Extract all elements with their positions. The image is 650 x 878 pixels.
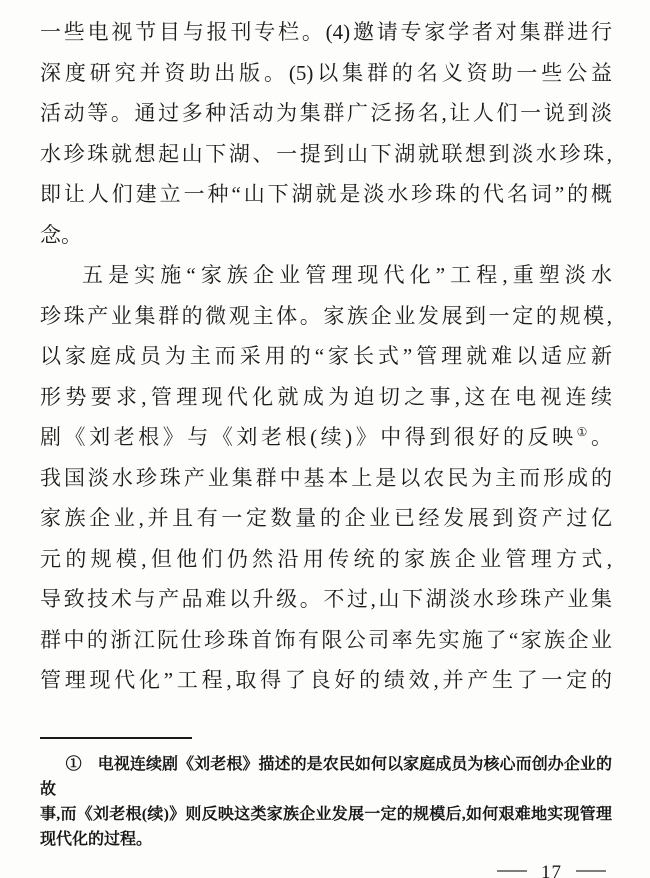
body-line-paragraph-start: 五是实施“家族企业管理现代化”工程,重塑淡水 <box>82 263 612 287</box>
body-line: 深度研究并资助出版。(5)以集群的名义资助一些公益 <box>40 60 612 85</box>
body-line: 形势要求,管理现代化就成为迫切之事,这在电视连续 <box>40 384 612 409</box>
body-line: 珍珠产业集群的微观主体。家族企业发展到一定的规模, <box>40 303 612 328</box>
body-line-with-footnote-ref <box>40 417 612 458</box>
footnote-line: ① 电视连续剧《刘老根》描述的是农民如何以家庭成员为核心而创办企业的故 <box>40 755 612 798</box>
body-line: 一些电视节目与报刊专栏。(4)邀请专家学者对集群进行 <box>40 20 612 44</box>
body-line: 管理现代化”工程,取得了良好的绩效,并产生了一定的 <box>40 668 612 692</box>
footnote-line: 事,而《刘老根(续)》则反映这类家族企业发展一定的规模后,如何艰难地实现管理 <box>40 805 612 823</box>
body-text: 剧《刘老根》与《刘老根(续)》中得到很好的反映 <box>40 425 577 449</box>
footnote-ref-marker: ① <box>576 425 591 439</box>
body-line: 即让人们建立一种“山下湖就是淡水珍珠的代名词”的概 <box>40 182 612 206</box>
body-text: 。 <box>590 425 612 449</box>
body-line: 家族企业,并且有一定数量的企业已经发展到资产过亿 <box>40 506 612 530</box>
body-line-paragraph-end: 念。 <box>40 222 82 247</box>
page-number-dash <box>576 870 606 872</box>
body-line: 我国淡水珍珠产业集群中基本上是以农民为主而形成的 <box>40 465 612 490</box>
body-line: 元的规模,但他们仍然沿用传统的家族企业管理方式, <box>40 546 612 571</box>
page-number <box>0 862 650 878</box>
body-line: 水珍珠就想起山下湖、一提到山下湖就联想到淡水珍珠, <box>40 141 612 166</box>
body-line: 导致技术与产品难以升级。不过,山下湖淡水珍珠产业集 <box>40 587 612 611</box>
page-number-dash <box>497 870 527 872</box>
body-line: 群中的浙江阮仕珍珠首饰有限公司率先实施了“家族企业 <box>40 627 612 652</box>
footnote-block <box>0 739 650 852</box>
footnote-line: 现代化的过程。 <box>40 830 153 848</box>
page-number-value: 17 <box>541 861 562 878</box>
body-line: 以家庭成员为主而采用的“家长式”管理就难以适应新 <box>40 344 612 368</box>
body-line: 活动等。通过多种活动为集群广泛扬名,让人们一说到淡 <box>40 101 612 125</box>
